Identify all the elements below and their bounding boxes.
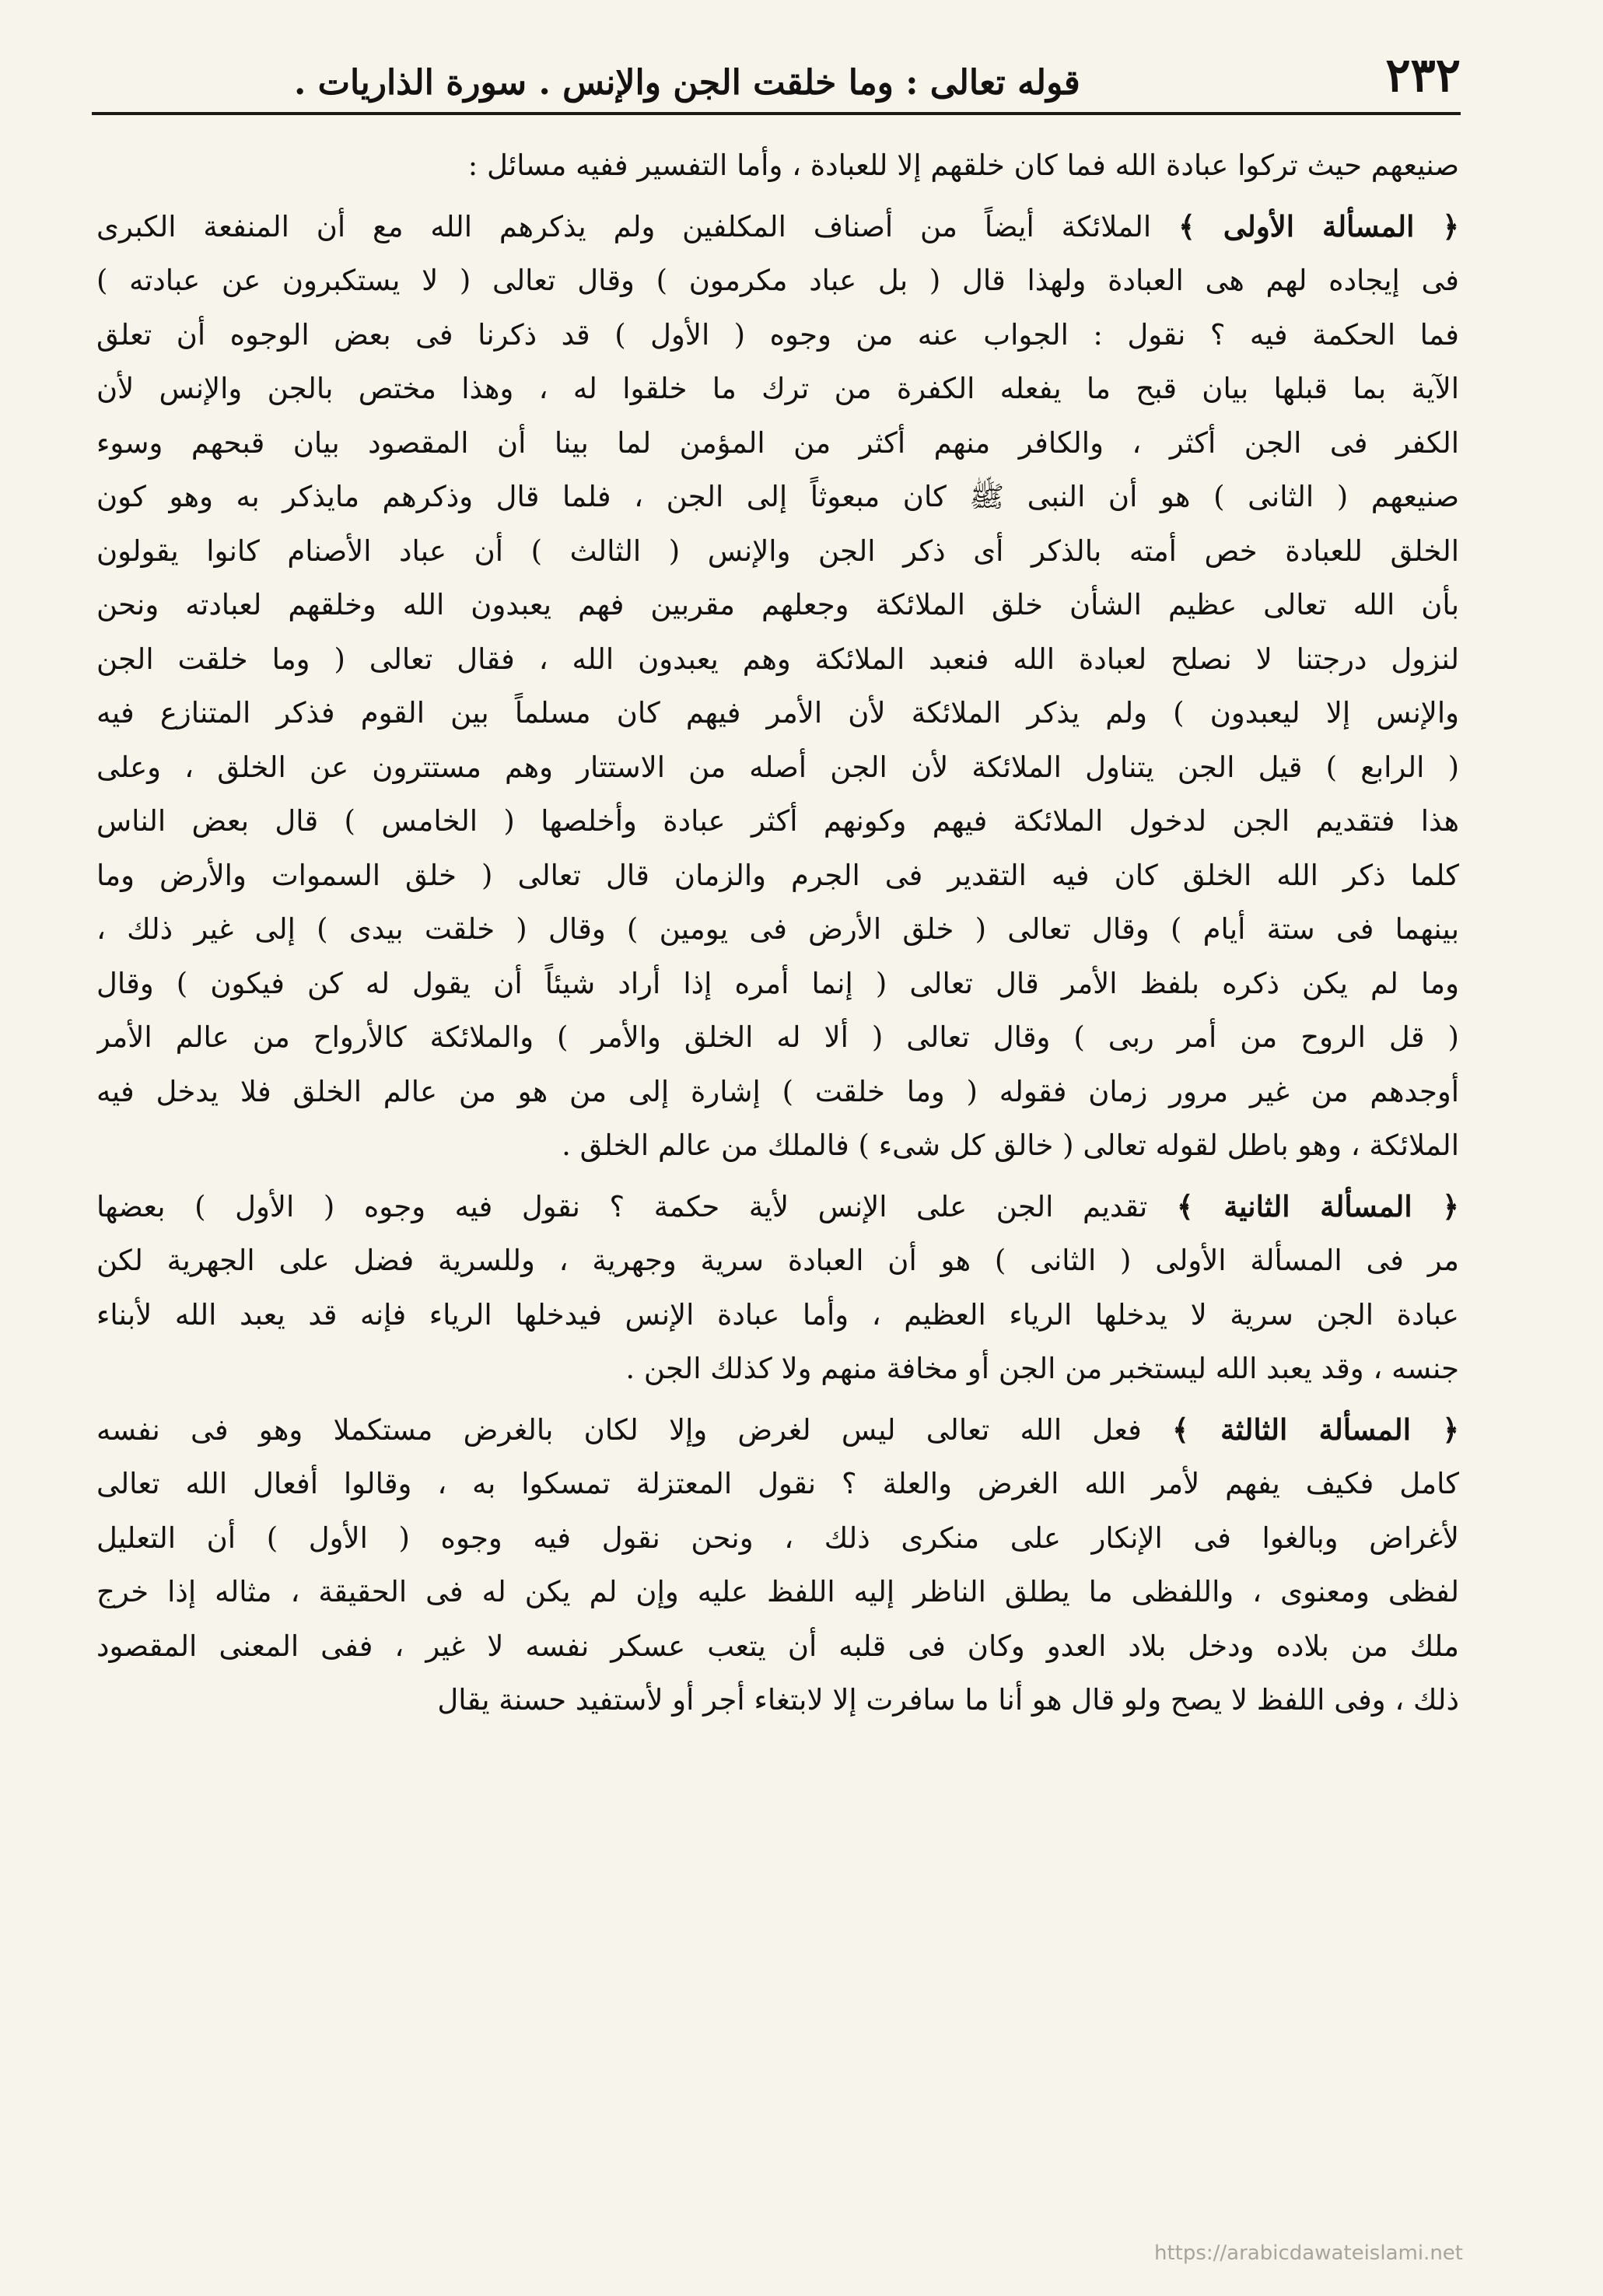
line-text: أوجدهم من غير مرور زمان فقوله ( وما خلقت ) إشارة إلى من هو من عالم الخلق فلا يدخل فيه bbox=[96, 1074, 1459, 1108]
line-text: الملائكة ، وهو باطل لقوله تعالى ( خالق كل شىء ) فالملك من عالم الخلق . bbox=[562, 1129, 1459, 1162]
line-text: لفظى ومعنوى ، واللفظى ما يطلق الناظر إليه اللفظ عليه وإن لم يكن له فى الحقيقة ، مثاله إذا خرج bbox=[96, 1575, 1459, 1608]
line-text: بينهما فى ستة أيام ) وقال تعالى ( خلق الأرض فى يومين ) وقال ( خلقت بيدى ) إلى غير ذلك ، bbox=[96, 912, 1459, 946]
line-text: الخلق للعبادة خص أمته بالذكر أى ذكر الجن والإنس ( الثالث ) أن عباد الأصنام كانوا يقولون bbox=[96, 534, 1459, 568]
paragraph bbox=[96, 200, 1459, 1173]
text-line bbox=[96, 1673, 1459, 1727]
text-line bbox=[96, 1234, 1459, 1288]
page-number: ٢٣٢ bbox=[1385, 48, 1461, 103]
text-line bbox=[96, 849, 1459, 903]
line-text: الملائكة أيضاً من أصناف المكلفين ولم يذكرهم الله مع أن المنفعة الكبرى bbox=[96, 209, 1152, 243]
line-text: فما الحكمة فيه ؟ نقول : الجواب عنه من وجوه ( الأول ) قد ذكرنا فى بعض الوجوه أن تعلق bbox=[96, 317, 1459, 352]
page-header bbox=[92, 45, 1461, 115]
text-line bbox=[96, 254, 1459, 308]
text-line bbox=[96, 1118, 1459, 1173]
text-line bbox=[96, 1457, 1459, 1511]
text-line bbox=[96, 686, 1459, 740]
paragraph bbox=[96, 1180, 1459, 1396]
text-line bbox=[96, 794, 1459, 849]
watermark-url: https://arabicdawateislami.net bbox=[1153, 2242, 1463, 2265]
running-title: قوله تعالى : وما خلقت الجن والإنس . سورة الذاريات . bbox=[294, 63, 1080, 103]
text-line bbox=[96, 1288, 1459, 1342]
line-text: جنسه ، وقد يعبد الله ليستخبر من الجن أو مخافة منهم ولا كذلك الجن . bbox=[625, 1352, 1459, 1385]
text-line bbox=[96, 578, 1459, 632]
line-text: كلما ذكر الله الخلق كان فيه التقدير فى الجرم والزمان قال تعالى ( خلق السموات والأرض وما bbox=[96, 858, 1459, 892]
paragraph-gap bbox=[96, 193, 1459, 200]
text-line bbox=[96, 1342, 1459, 1396]
line-text: والإنس إلا ليعبدون ) ولم يذكر الملائكة لأن الأمر فيهم كان مسلماً بين القوم فذكر المتنازع فيه bbox=[96, 696, 1459, 730]
paragraph-gap bbox=[96, 1173, 1459, 1180]
text-line bbox=[96, 1180, 1459, 1234]
line-text: وما لم يكن ذكره بلفظ الأمر قال تعالى ( إنما أمره إذا أراد شيئاً أن يقول له كن فيكون ) وقال bbox=[96, 966, 1459, 1000]
line-text: فى إيجاده لهم هى العبادة ولهذا قال ( بل عباد مكرمون ) وقال تعالى ( لا يستكبرون عن عبادته ) bbox=[96, 264, 1459, 297]
text-line bbox=[96, 1010, 1459, 1065]
section-heading: ﴿ المسألة الأولى ﴾ bbox=[1178, 208, 1459, 243]
text-line bbox=[96, 524, 1459, 579]
text-line bbox=[96, 308, 1459, 362]
line-text: لأغراض وبالغوا فى الإنكار على منكرى ذلك ، ونحن نقول فيه وجوه ( الأول ) أن التعليل bbox=[96, 1521, 1459, 1555]
text-line bbox=[96, 1565, 1459, 1619]
text-line bbox=[96, 1065, 1459, 1119]
text-line bbox=[96, 200, 1459, 254]
paragraph-gap bbox=[96, 1396, 1459, 1403]
text-line bbox=[96, 902, 1459, 957]
line-text: ملك من بلاده ودخل بلاد العدو وكان فى قلبه أن يتعب عسكر نفسه لا غير ، ففى المعنى المقصود bbox=[96, 1629, 1459, 1663]
line-text: لنزول درجتنا لا نصلح لعبادة الله فنعبد الملائكة وهم يعبدون الله ، فقال تعالى ( وما خلقت الجن bbox=[96, 642, 1459, 676]
page-body bbox=[96, 138, 1459, 1727]
text-line bbox=[96, 957, 1459, 1011]
text-line bbox=[96, 740, 1459, 795]
text-line bbox=[96, 1619, 1459, 1674]
line-text: تقديم الجن على الإنس لأية حكمة ؟ نقول فيه وجوه ( الأول ) بعضها bbox=[96, 1189, 1148, 1223]
line-text: ذلك ، وفى اللفظ لا يصح ولو قال هو أنا ما سافرت إلا لابتغاء أجر أو لأستفيد حسنة يقال bbox=[437, 1683, 1459, 1717]
line-text: هذا فتقديم الجن لدخول الملائكة فيهم وكونهم أكثر عبادة وأخلصها ( الخامس ) قال بعض الناس bbox=[96, 804, 1459, 838]
line-text: الآية بما قبلها بيان قبح ما يفعله الكفرة من ترك ما خلقوا له ، وهذا مختص بالجن والإنس لأن bbox=[96, 372, 1459, 405]
line-text: كامل فكيف يفهم لأمر الله الغرض والعلة ؟ نقول المعتزلة تمسكوا به ، وقالوا أفعال الله تعالى bbox=[96, 1467, 1459, 1500]
paragraph bbox=[96, 138, 1459, 193]
line-text: مر فى المسألة الأولى ( الثانى ) هو أن العبادة سرية وجهرية ، وللسرية فضل على الجهرية لكن bbox=[96, 1244, 1459, 1277]
text-line bbox=[96, 632, 1459, 687]
text-line bbox=[96, 138, 1459, 193]
line-text: صنيعهم حيث تركوا عبادة الله فما كان خلقهم إلا للعبادة ، وأما التفسير ففيه مسائل : bbox=[467, 149, 1459, 182]
line-text: الكفر فى الجن أكثر ، والكافر منهم أكثر من المؤمن لما بينا أن المقصود بيان قبحهم وسوء bbox=[96, 425, 1459, 460]
text-line bbox=[96, 1511, 1459, 1566]
line-text: ( قل الروح من أمر ربى ) وقال تعالى ( ألا له الخلق والأمر ) والملائكة كالأرواح من عالم الأمر bbox=[96, 1020, 1459, 1054]
text-line bbox=[96, 362, 1459, 416]
line-text: ( الرابع ) قيل الجن يتناول الملائكة لأن الجن أصله من الاستتار وهم مستترون عن الخلق ، وعلى bbox=[96, 750, 1459, 784]
text-line bbox=[96, 416, 1459, 471]
line-text: عبادة الجن سرية لا يدخلها الرياء العظيم ، وأما عبادة الإنس فيدخلها الرياء فإنه قد يعبد الله لأبناء bbox=[96, 1297, 1459, 1332]
section-heading: ﴿ المسألة الثانية ﴾ bbox=[1176, 1188, 1459, 1223]
line-text: صنيعهم ( الثانى ) هو أن النبى ﷺ كان مبعوثاً إلى الجن ، فلما قال وذكرهم مايذكر به وهو كون bbox=[96, 480, 1459, 513]
line-text: بأن الله تعالى عظيم الشأن خلق الملائكة وجعلهم مقربين فهم يعبدون الله وخلقهم لعبادته ونحن bbox=[96, 588, 1459, 621]
section-heading: ﴿ المسألة الثالثة ﴾ bbox=[1172, 1412, 1459, 1447]
text-line bbox=[96, 470, 1459, 524]
text-line bbox=[96, 1403, 1459, 1458]
paragraph bbox=[96, 1403, 1459, 1727]
line-text: فعل الله تعالى ليس لغرض وإلا لكان بالغرض مستكملا وهو فى نفسه bbox=[96, 1412, 1142, 1447]
